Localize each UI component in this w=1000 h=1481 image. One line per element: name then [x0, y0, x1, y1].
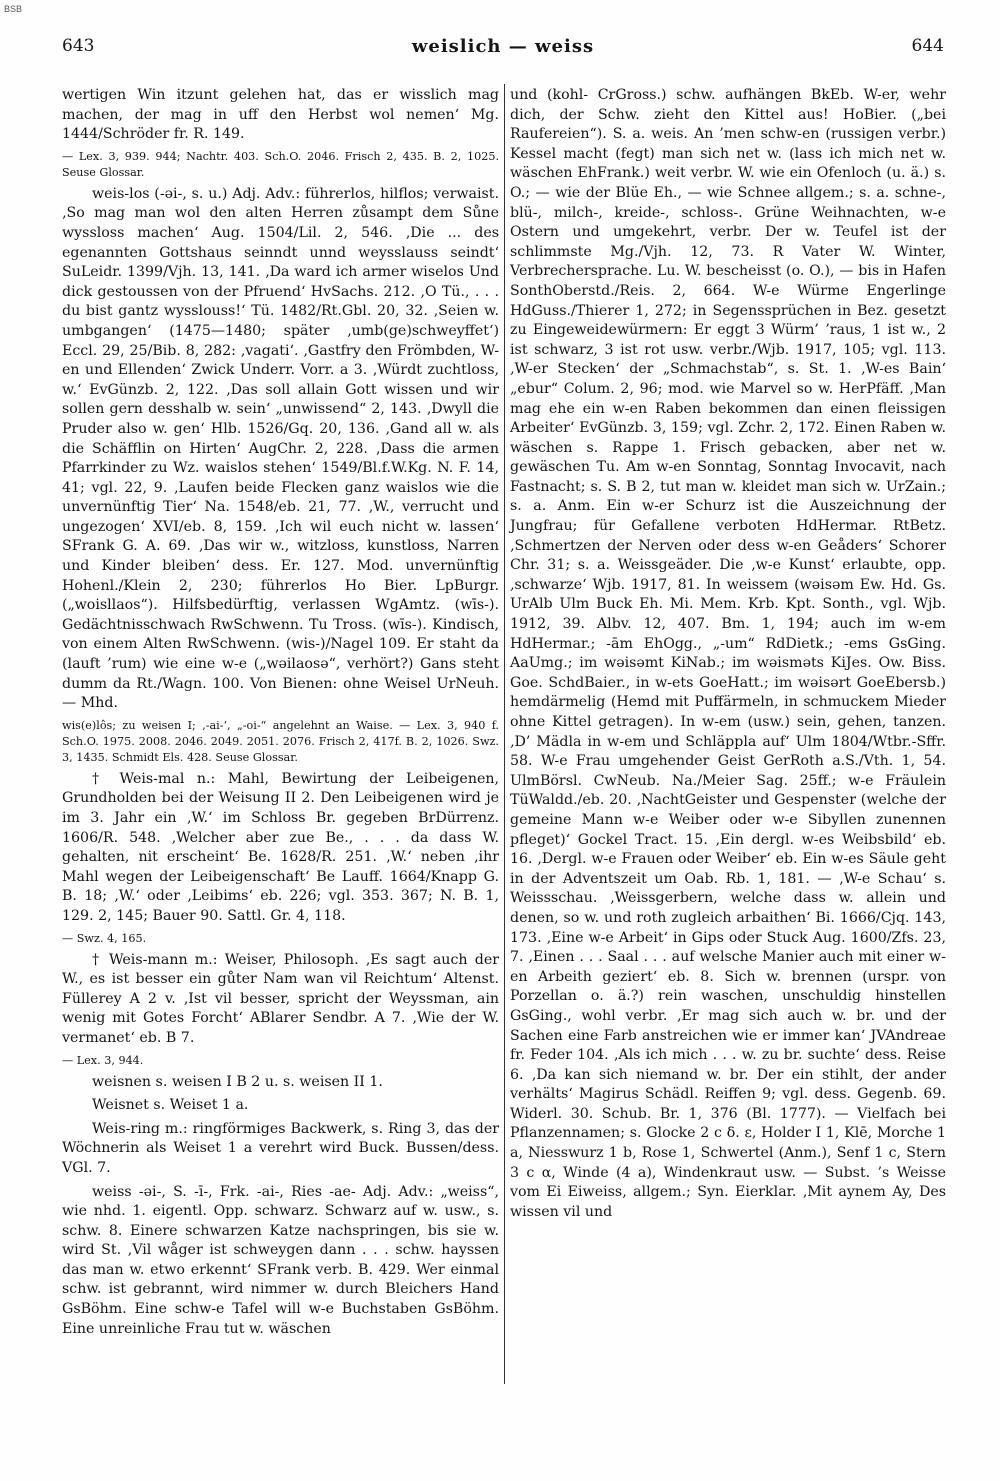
entry-weiss: weiss -ǝi-, S. -ī-, Frk. -ai-, Ries -ae- Adj. Adv.: „weiss“, wie nhd. 1. eigentl. Opp. schwarz. Schwarz auf w. usw., s. schw. 8. Einere schwarzen Katze nachspringen, bis sie w. wird St. ‚Vil wåger ist schweygen dann . . . schw. hayssen das man w. etwo erkennt‘ SFrank verb. B. 429. Wer einmal schw. ist gebrannt, wird nimmer w. durch Bleichers Hand GsBöhm. Eine schw-e Tafel will w-e Buchstaben GsBöhm. Eine unreinliche Frau tut w. wäschen: [62, 1183, 499, 1337]
reference-note: wis(e)lôs; zu weisen I; ‚-ai-‘, „-oi-“ angelehnt an Waise. — Lex. 3, 940 f. Sch.O. 1975. 2008. 2046. 2049. 2051. 2076. Frisch 2, 417f. B. 2, 1026. Swz. 3, 1435. Schmidt Els. 428. Seuse Glossar.: [62, 718, 499, 764]
page-number-left: 643: [62, 36, 95, 56]
reference-note: — Lex. 3, 944.: [62, 1053, 144, 1067]
entry-weisnen: weisnen s. weisen I B 2 u. s. weisen II 1.: [92, 1073, 383, 1090]
entry-weisring: Weis-ring m.: ringförmiges Backwerk, s. Ring 3, das der Wöchnerin als Weiset 1 a verehrt wird Buck. Bussen/dess. VGl. 7.: [62, 1120, 499, 1176]
entry-weisnet: Weisnet s. Weiset 1 a.: [92, 1097, 249, 1114]
library-mark: BSB: [4, 4, 23, 14]
column-divider: [504, 84, 505, 1384]
page-header: [62, 36, 944, 66]
entry-paragraph: wertigen Win itzunt gelehen hat, das er wisslich mag machen, der mag in uff den Herbst wol nemen‘ Mg. 1444/Schröder fr. R. 149.: [62, 87, 499, 143]
left-column: [62, 86, 499, 1343]
entry-weismann: † Weis-mann m.: Weiser, Philosoph. ‚Es sagt auch der W., es ist besser ein gůter Nam wan vil Reichtum‘ Altenst. Füllerey A 2 v. ‚Ist vil besser, spricht der Weyssman, ain wenig mit Gotes Forcht‘ ABlarer Sendbr. A 7. ‚Wie der W. vermanet‘ eb. B 7.: [62, 951, 499, 1046]
reference-note: — Lex. 3, 939. 944; Nachtr. 403. Sch.O. 2046. Frisch 2, 435. B. 2, 1025. Seuse Glossar.: [62, 149, 499, 179]
right-column: [510, 86, 946, 1226]
page-number-right: 644: [911, 36, 944, 56]
reference-note: — Swz. 4, 165.: [62, 931, 147, 945]
entry-weiss-continued: und (kohl- CrGross.) schw. aufhängen BkEb. W-er, wehr dich, der Schw. zieht den Kittel aus! HoBier. („bei Raufereien“). S. a. weis. An ’men schw-en (russigen verbr.) Kessel macht (fegt) man sich net w. (lass ich mich net w. wäschen EhFrank.) weit verbr. W. wie ein Ofenloch (u. ä.) s. O.; — wie der Blüe Eh., — wie Schnee allgem.; s. a. schne-, blü-, milch-, kreide-, schloss-. Grüne Weihnachten, w-e Ostern und umgekehrt, verbr. Der w. Teufel ist der schlimmste Mg./Vjh. 12, 73. R Vater W. Winter, Verbrechersprache. Lu. W. bescheisst (o. O.), — bis in Hafen SonthOberstd./Reis. 2, 664. W-e Würme Engerlinge HdGuss./Thierer 1, 272; in Segenssprüchen in Bez. gesetzt zu Eingeweidewürmern: Er eggt 3 Würm’ ’raus, 1 ist w., 2 ist schwarz, 3 ist rot usw. verbr./Wjb. 1917, 105; vgl. 113. ‚W-er Stecken‘ der „Schmachstab“, s. St. 1. ‚W-es Bain‘ „ebur“ Colum. 2, 96; mod. wie Marvel so w. HerPfäff. ‚Man mag ehe ein w-en Raben bekommen dan einen fleissigen Arbeiter‘ EvGünzb. 3, 159; vgl. Zchr. 2, 172. Einen Raben w. wäschen s. Rappe 1. Frisch gebacken, aber net w. gewäschen Tu. Am w-en Sonntag, Sonntag Invocavit, nach Fastnacht; s. S. B 2, tut man w. kleidet man sich w. UrZain.; s. a. Anm. Ein w-er Schurz ist die Auszeichnung der Jungfrau; für Gefallene verboten HdHermar. RtBetz. ‚Schmertzen der Nerven oder dess w-en Geåders‘ Schorer Chr. 31; s. a. Weissgeäder. Die ‚w-e Kunst‘ erlaubte, opp. ‚schwarze‘ Wjb. 1917, 81. In weissem (wǝisǝm Ew. Hd. Gs. UrAlb Ulm Buck Eh. Mi. Mem. Krb. Kpt. Sonth., vgl. Wjb. 1912, 39. Albv. 12, 407. Bm. 1, 194; auch im w-em HdHermar.; -ām EhOgg., „-um“ RdDietk.; -ems GsGing. AaUmg.; im wǝisǝmt KiNab.; im wǝismǝts KiJes. Ow. Biss. Goe. SchdBaier., in w-ets GoeHatt.; im wǝisǝrt GoeEbersb.) hemdärmelig (Hemd mit Puffärmeln, in schmuckem Mieder ohne Kittel getragen). In w-em (usw.) sein, gehen, tanzen. ‚D’ Mädla in w-em und Schläppla auf‘ Ulm 1804/Wtbr.-Sffr. 58. W-e Frau umgehender Geist GerRoth a.S./Vth. 1, 54. UlmBörsl. CwNeub. Na./Meier Sag. 25ff.; w-e Fräulein TüWaldd./eb. 20. ‚NachtGeister und Gespenster (welche der gemeine Mann w-e Weiber oder w-e Sibyllen zunennen pfleget)‘ Gockel Tract. 15. ‚Ein dergl. w-es Weibsbild‘ eb. 16. ‚Dergl. w-e Frauen oder Weiber‘ eb. Ein w-es Säule geht in der Adventszeit um Oab. Rb. 1, 181. — ‚W-e Schau‘ s. Weissschau. ‚Weissgerbern, welche dass w. allein und denen, so w. und roth zugleich arbaithen‘ Bi. 1666/Cjq. 143, 173. ‚Eine w-e Arbeit‘ in Gips oder Stuck Aug. 1600/Zfs. 23, 7. ‚Einen . . . Saal . . . auf welsche Manier auch mit einer w-en Arbeith geziert‘ eb. 8. Sich w. brennen (urspr. von Porzellan o. ä.?) rein waschen, unschuldig hinstellen GsGing., wohl verbr. ‚Er mag sich auch w. br. und der Sachen eine Farb anstreichen wie er immer kan‘ JVAndreae fr. Feder 104. ‚Als ich mich . . . w. zu br. suchte‘ dess. Reise 6. ‚Da kan sich niemand w. br. Der ein stihlt, der ander verhälts‘ Magirus Schädl. Reiffen 9; vgl. dess. Gegenb. 69. Widerl. 30. Schub. Br. 1, 376 (Bl. 1777). — Vielfach bei Pflanzennamen; s. Glocke 2 c δ. ε, Holder I 1, Klē, Morche 1 a, Niesswurz 1 b, Rose 1, Schwertel (Anm.), Senf 1 c, Stern 3 c α, Winde (4 a), Windenkraut usw. — Subst. ’s Weisse vom Ei Eiweiss, allgem.; Syn. Eierklar. ‚Mit aynem Ay, Des wissen vil und: [510, 87, 946, 1220]
running-title: weislich — weiss: [411, 36, 595, 57]
entry-weislos: weis-los (-ǝi-, s. u.) Adj. Adv.: führerlos, hilflos; verwaist. ‚So mag man wol den alten Herren zůsampt dem Sůne wyssloss machen‘ Aug. 1504/Lil. 2, 546. ‚Die ... des egenannten Gottshaus seinndt unnd weysslauss seindt‘ SuLeidr. 1399/Vjh. 13, 141. ‚Da ward ich armer wiselos Und dick gestoussen von der Pfruend‘ HvSachs. 212. ‚O Tü., . . . du bist gantz wysslouss!‘ Tü. 1482/Rt.Gbl. 20, 32. ‚Seien w. umbgangen‘ (1475—1480; später ‚umb(ge)schweyffet‘) Eccl. 29, 25/Bib. 8, 282: ‚vagati‘. ‚Gastfry den Frömbden, W-en und Ellenden‘ Zwick Underr. Vorr. a 3. ‚Würdt zuchtloss, w.‘ EvGünzb. 2, 122. ‚Das soll allain Gott wissen und wir sollen gern desshalb w. sein‘ „unwissend“ 2, 143. ‚Dwyll die Pruder also w. gen‘ Hlb. 1526/Gq. 20, 136. ‚Gand all w. als die Schäfflin on Hirten‘ AugChr. 2, 228. ‚Dass die armen Pfarrkinder zu Wz. waislos stehen‘ 1549/Bl.f.W.Kg. N. F. 14, 41; vgl. 22, 9. ‚Laufen beide Flecken ganz waislos wie die unvernünftig Tier‘ Na. 1548/eb. 21, 77. ‚W., verrucht und ungezogen‘ XVI/eb. 8, 159. ‚Ich wil euch nicht w. lassen‘ SFrank G. A. 69. ‚Das wir w., witzloss, kunstloss, Narren und Kinder bleiben‘ dess. Er. 127. Mod. unvernünftig Hohenl./Klein 2, 230; führerlos Ho Bier. LpBurgr. („woisllaos“). Hilfsbedürftig, verlassen WgAmtz. (wīs-). Gedächtnisschwach RwSchwenn. Tu Tross. (wīs-). Kindisch, von einem Alten RwSchwenn. (wis-)/Nagel 109. Er staht da (lauft ’rum) wie eine w-e („wǝilaosǝ“, verhört?) Gans steht dumm da Rt./Wagn. 100. Von Bienen: ohne Weisel UrNeuh. — Mhd.: [62, 185, 499, 712]
entry-weismal: † Weis-mal n.: Mahl, Bewirtung der Leibeigenen, Grundholden bei der Weisung II 2. Den Leibeigenen wird je im 3. Jahr ein ‚W.‘ im Schloss Br. gegeben BrDürrenz. 1606/R. 548. ‚Welcher aber zue Be., . . . da dass W. gehalten, nit erscheint‘ Be. 1628/R. 251. ‚W.‘ neben ‚ihr Mahl wegen der Leibeigenschaft‘ Be Lauff. 1664/Knapp G. B. 18; ‚W.‘ oder ‚Leibims‘ eb. 226; vgl. 353. 367; N. B. 1, 129. 2, 145; Bauer 90. Sattl. Gr. 4, 118.: [62, 770, 499, 924]
